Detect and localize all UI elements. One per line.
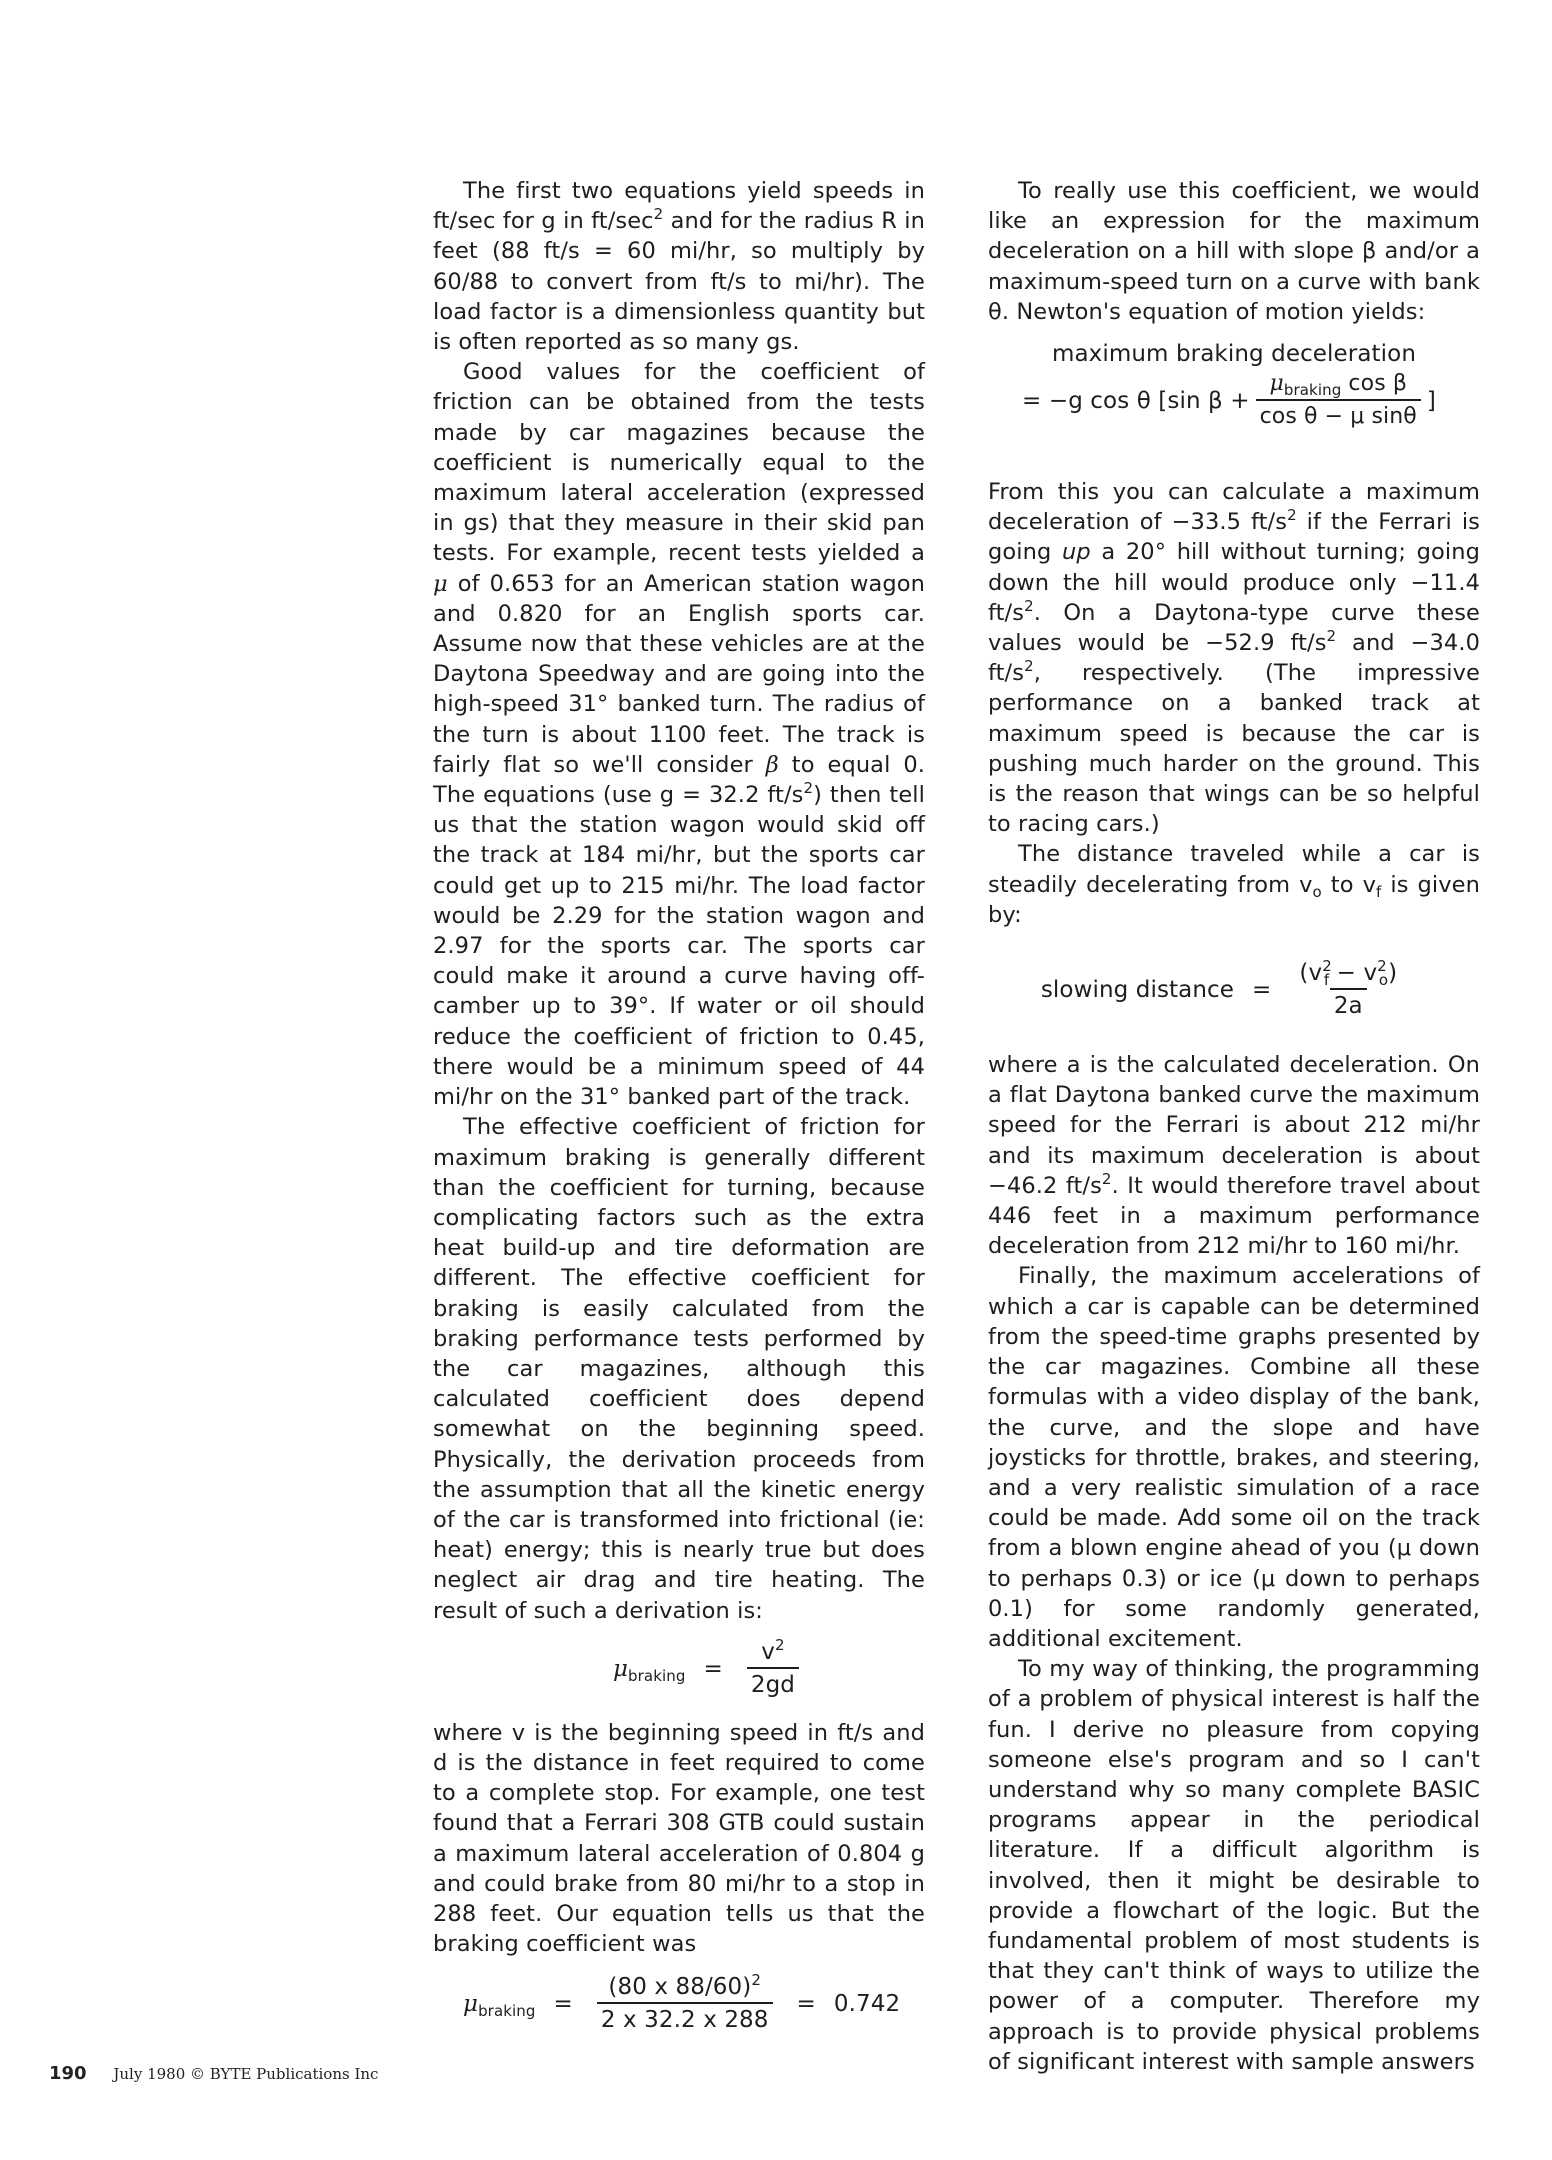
- paragraph: The first two equations yield speeds in ft/sec for g in $ft/\sec^2$ and for the radius R in feet (88 ft/s = 60 mi/hr, so multiply by 60/88 to convert from ft/s to mi/hr). The load factor is a dimensionless quantity but is often reported as so many gs.: [433, 178, 925, 356]
- equation-title: maximum braking deceleration: [1051, 341, 1417, 368]
- page-number: 190: [49, 2063, 87, 2084]
- paragraph: To really use this coefficient, we would like an expression for the maximum deceleration on a hill with slope β and/or a maximum-speed turn on a curve with bank θ. Newton's equation of motion yields:: [988, 178, 1480, 325]
- equation-braking-coefficient: $\mu_{braking}$ = $\frac{(80 x 88/60)^2}{2 x 32.2 x 288}$ = 0.742: [463, 1971, 901, 2034]
- paragraph: where v is the beginning speed in ft/s and d is the distance in feet required to come to a complete stop. For example, one test found that a Ferrari 308 GTB could sustain a maximum lateral acceleration of 0.804 g and could brake from 80 mi/hr to a stop in 288 feet. Our equation tells us that the braking coefficient was: [433, 1719, 925, 1958]
- paragraph: Good values for the coefficient of friction can be obtained from the tests made by car magazines because the coefficient is numerically equal to the maximum lateral acceleration (expressed in gs) that they measure in their skid pan tests. For example, recent tests yielded a μ of 0.653 for an American station wagon and 0.820 for an English sports car. Assume now that these vehicles are at the Daytona Speedway and are going into the high-speed 31° banked turn. The radius of the turn is about 1100 feet. The track is fairly flat so we'll consider β to equal 0. The equations (use g = 32.2 $ft/s^2$) then tell us that the station wagon would skid off the track at 184 mi/hr, but the sports car could get up to 215 mi/hr. The load factor would be 2.29 for the station wagon and 2.97 for the sports car. The sports car could make it around a curve having off-camber up to 39°. If water or oil should reduce the coefficient of friction to 0.45, there would be a minimum speed of 44 mi/hr on the 31° banked part of the track.: [433, 359, 925, 1111]
- paragraph: where a is the calculated deceleration. On a flat Daytona banked curve the maximum speed for the Ferrari is about 212 mi/hr and its maximum deceleration is about −46.2 $ft/s^2$. It would therefore travel about 446 feet in a maximum performance deceleration from 212 mi/hr to 160 mi/hr.: [988, 1052, 1480, 1260]
- paragraph: Finally, the maximum accelerations of which a car is capable can be determined from the speed-time graphs presented by the car magazines. Combine all these formulas with a video display of the bank, the curve, and the slope and have joysticks for throttle, brakes, and steering, and a very realistic simulation of a race could be made. Add some oil on the track from a blown engine ahead of you (μ down to perhaps 0.3) or ice (μ down to perhaps 0.1) for some randomly generated, additional excitement.: [988, 1263, 1480, 1652]
- publication-credit: July 1980 © BYTE Publications Inc: [113, 2065, 379, 2083]
- equation-max-braking-deceleration: maximum braking deceleration = −g cos θ [sin β + $\frac{\mu_{braking} \cos \beta}{\text{cos θ − μ sinθ}}$ ]: [988, 327, 1480, 477]
- equation-mu-braking: $\mu_{braking}$ = $\frac{v^2}{2gd}$: [493, 1626, 925, 1712]
- paragraph: From this you can calculate a maximum deceleration of −33.5 $ft/s^2$ if the Ferrari is going up a 20° hill without turning; going down the hill would produce only −11.4 $ft/s^2$. On a Daytona-type curve these values would be −52.9 $ft/s^2$ and −34.0 $ft/s^2$, respectively. (The impressive performance on a banked track at maximum speed is because the car is pushing much harder on the ground. This is the reason that wings can be so helpful to racing cars.): [988, 479, 1480, 838]
- page-footer: [49, 2063, 378, 2084]
- paragraph: The effective coefficient of friction for maximum braking is generally different than the coefficient for turning, because complicating factors such as the extra heat build-up and tire deformation are different. The effective coefficient for braking is easily calculated from the braking performance tests performed by the car magazines, although this calculated coefficient does depend somewhat on the beginning speed. Physically, the derivation proceeds from the assumption that all the kinetic energy of the car is transformed into frictional (ie: heat) energy; this is nearly true but does neglect air drag and tire heating. The result of such a derivation is:: [433, 1114, 925, 1624]
- equation-slowing-distance: slowing distance = $\frac{(v^2_f - v^2_o)}{2a}$: [1040, 957, 1398, 1020]
- left-column: [433, 176, 925, 2049]
- right-column: [988, 176, 1480, 2077]
- paragraph: To my way of thinking, the programming of a problem of physical interest is half the fun. I derive no pleasure from copying someone else's program and so I can't understand why so many complete BASIC programs appear in the periodical literature. If a difficult algorithm is involved, then it might be desirable to provide a flowchart of the logic. But the fundamental problem of most students is that they can't think of ways to utilize the power of a computer. Therefore my approach is to provide physical problems of significant interest with sample answers: [988, 1656, 1480, 2075]
- paragraph: The distance traveled while a car is steadily decelerating from $v_o$ to $v_f$ is given by:: [988, 841, 1480, 928]
